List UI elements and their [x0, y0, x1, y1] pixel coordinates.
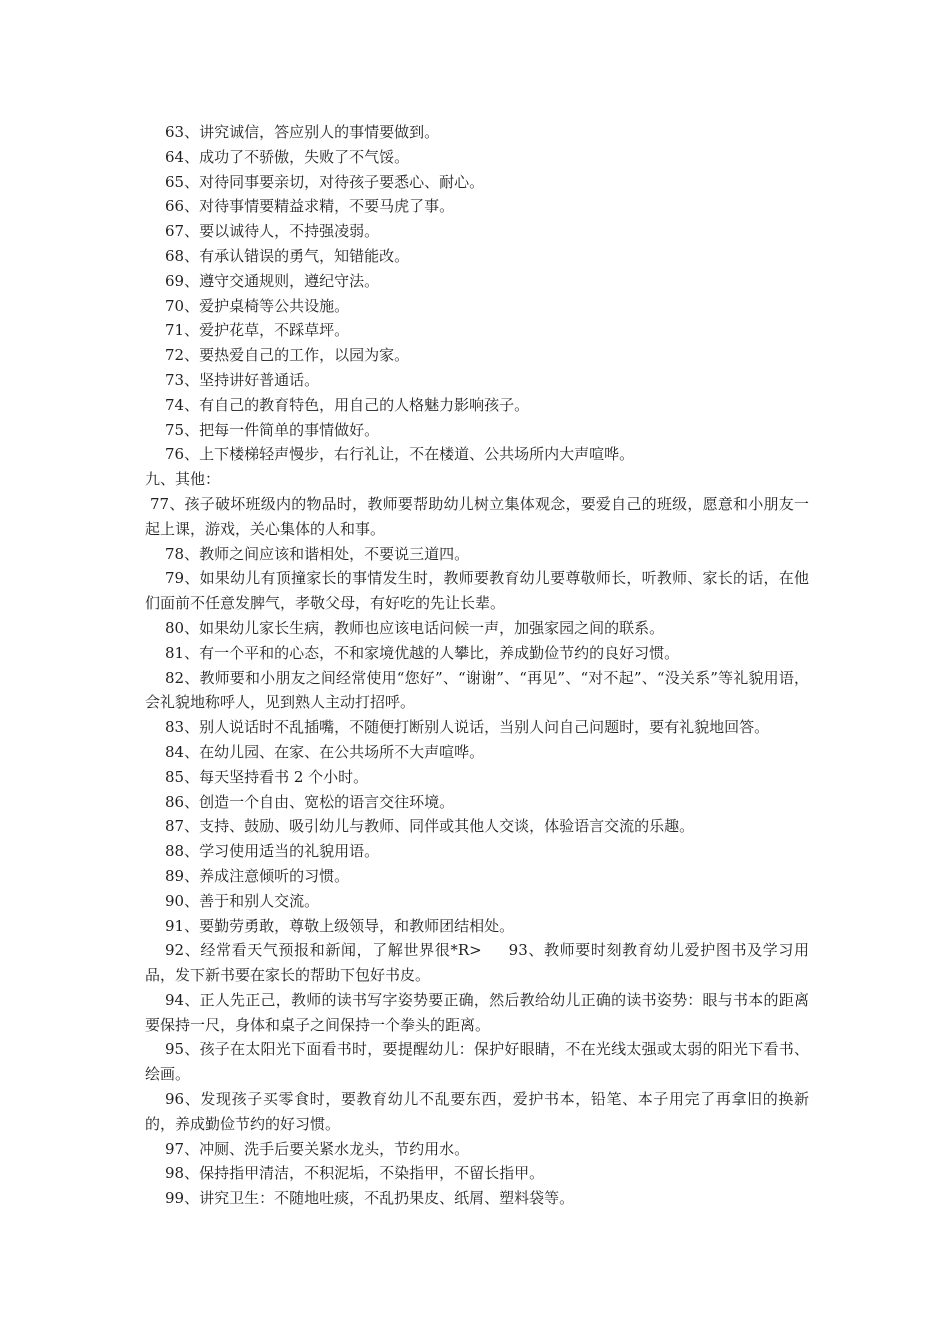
list-item: 94、正人先正己，教师的读书写字姿势要正确，然后教给幼儿正确的读书姿势：眼与书本的距离要保持一尺，身体和桌子之间保持一个拳头的距离。 [145, 990, 809, 1034]
list-item: 65、对待同事要亲切，对待孩子要悉心、耐心。 [165, 172, 485, 191]
list-item: 67、要以诚待人，不持强凌弱。 [165, 222, 380, 241]
list-item: 69、遵守交通规则，遵纪守法。 [165, 271, 380, 290]
list-item: 80、如果幼儿家长生病，教师也应该电话问候一声，加强家园之间的联系。 [165, 618, 665, 637]
list-item: 68、有承认错误的勇气，知错能改。 [165, 246, 410, 265]
list-item: 91、要勤劳勇敢，尊敬上级领导，和教师团结相处。 [165, 916, 515, 935]
list-item: 84、在幼儿园、在家、在公共场所不大声喧哗。 [165, 742, 485, 761]
document-page [0, 120, 950, 1211]
list-item: 73、坚持讲好普通话。 [165, 370, 320, 389]
list-item: 88、学习使用适当的礼貌用语。 [165, 842, 380, 861]
list-item: 77、孩子破坏班级内的物品时，教师要帮助幼儿树立集体观念，要爱自己的班级，愿意和小朋友一起上课，游戏，关心集体的人和事。 [145, 494, 809, 538]
list-item: 72、要热爱自己的工作，以园为家。 [165, 346, 410, 365]
list-item: 82、教师要和小朋友之间经常使用“您好”、“谢谢”、“再见”、“对不起”、“没关系”等礼貌用语，会礼貌地称呼人，见到熟人主动打招呼。 [145, 668, 809, 712]
list-item: 85、每天坚持看书 2 个小时。 [165, 767, 369, 786]
list-item: 79、如果幼儿有顶撞家长的事情发生时，教师要教育幼儿要尊敬师长，听教师、家长的话，在他们面前不任意发脾气，孝敬父母，有好吃的先让长辈。 [145, 569, 809, 613]
list-item: 89、养成注意倾听的习惯。 [165, 866, 350, 885]
list-item: 75、把每一件简单的事情做好。 [165, 420, 380, 439]
list-item: 99、讲究卫生：不随地吐痰，不乱扔果皮、纸屑、塑料袋等。 [165, 1189, 575, 1208]
list-item: 95、孩子在太阳光下面看书时，要提醒幼儿：保护好眼睛，不在光线太强或太弱的阳光下看书、绘画。 [145, 1040, 809, 1084]
list-item: 96、发现孩子买零食时，要教育幼儿不乱要东西，爱护书本，铅笔、本子用完了再拿旧的换新的，养成勤俭节约的好习惯。 [145, 1090, 809, 1133]
list-item: 92、经常看天气预报和新闻，了解世界很*R> 93、教师要时刻教育幼儿爱护图书及学习用品，发下新书要在家长的帮助下包好书皮。 [145, 941, 809, 985]
list-item: 66、对待事情要精益求精，不要马虎了事。 [165, 197, 455, 216]
list-item: 83、别人说话时不乱插嘴，不随便打断别人说话，当别人问自己问题时，要有礼貌地回答。 [165, 718, 770, 737]
list-item: 98、保持指甲清洁，不积泥垢，不染指甲，不留长指甲。 [165, 1164, 545, 1183]
list-item: 78、教师之间应该和谐相处，不要说三道四。 [165, 544, 470, 563]
list-item: 74、有自己的教育特色，用自己的人格魅力影响孩子。 [165, 395, 530, 414]
list-item: 76、上下楼梯轻声慢步，右行礼让，不在楼道、公共场所内大声喧哗。 [165, 445, 635, 464]
section-heading: 九、其他： [145, 470, 221, 489]
list-item: 64、成功了不骄傲，失败了不气馁。 [165, 147, 410, 166]
list-item: 97、冲厕、洗手后要关紧水龙头，节约用水。 [165, 1139, 470, 1158]
list-item: 90、善于和别人交流。 [165, 891, 320, 910]
list-item: 86、创造一个自由、宽松的语言交往环境。 [165, 792, 455, 811]
list-item: 63、讲究诚信，答应别人的事情要做到。 [165, 123, 440, 141]
list-item: 81、有一个平和的心态，不和家境优越的人攀比，养成勤俭节约的良好习惯。 [165, 643, 680, 662]
list-item: 70、爱护桌椅等公共设施。 [165, 296, 350, 315]
document-body [145, 120, 809, 1211]
list-item: 87、支持、鼓励、吸引幼儿与教师、同伴或其他人交谈，体验语言交流的乐趣。 [165, 817, 695, 836]
list-item: 71、爱护花草，不踩草坪。 [165, 321, 350, 340]
